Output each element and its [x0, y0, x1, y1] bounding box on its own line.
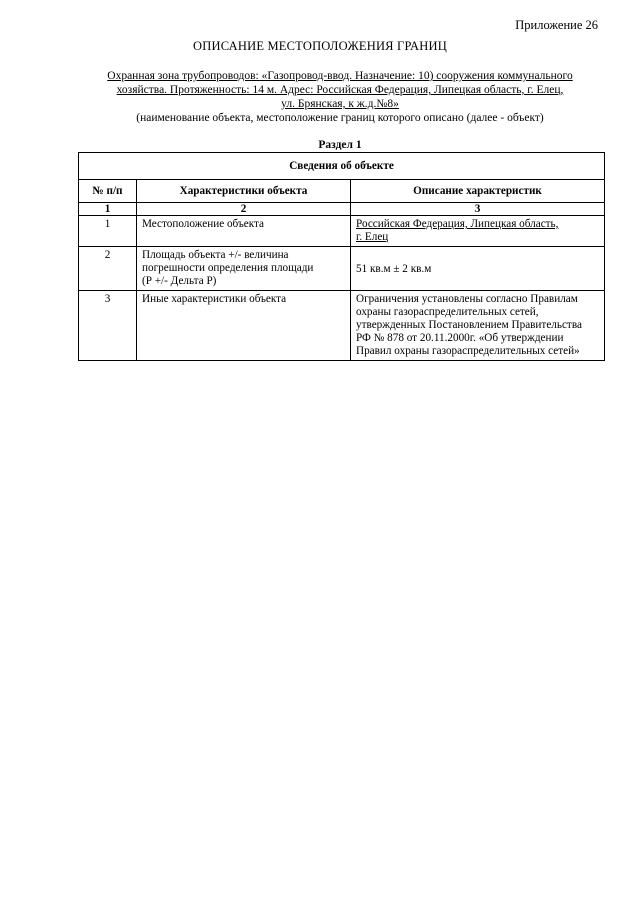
row-description	[351, 216, 605, 247]
row-characteristic	[137, 216, 351, 247]
row-characteristic-line: Площадь объекта +/- величина	[142, 249, 289, 261]
row-num: 1	[79, 216, 137, 247]
row-characteristic	[137, 247, 351, 291]
row-characteristic-line: Иные характеристики объекта	[142, 293, 287, 305]
table-column-numbers-row	[79, 203, 605, 216]
column-number-3: 3	[351, 203, 605, 216]
object-line-1: Охранная зона трубопроводов: «Газопровод-ввод. Назначение: 10) сооружения коммунального	[107, 70, 573, 82]
row-description	[351, 291, 605, 361]
row-description-line: Российская Федерация, Липецкая область,	[356, 218, 559, 230]
row-description-line: РФ № 878 от 20.11.2000г. «Об утверждении	[356, 332, 564, 344]
column-header-characteristic: Характеристики объекта	[137, 180, 351, 203]
table-row	[79, 291, 605, 361]
column-number-2: 2	[137, 203, 351, 216]
column-header-num: № п/п	[79, 180, 137, 203]
column-header-description: Описание характеристик	[351, 180, 605, 203]
row-characteristic-line: Местоположение объекта	[142, 218, 264, 230]
object-info-table	[78, 152, 605, 361]
table-row	[79, 216, 605, 247]
object-line-2: хозяйства. Протяженность: 14 м. Адрес: Российская Федерация, Липецкая область, г. Елец,	[116, 84, 564, 96]
table-row	[79, 247, 605, 291]
row-description-line: охраны газораспределительных сетей,	[356, 306, 539, 318]
row-description	[351, 247, 605, 291]
row-num: 3	[79, 291, 137, 361]
object-description	[80, 69, 600, 125]
row-description-line: Правил охраны газораспределительных сетей»	[356, 345, 580, 357]
section-title: Раздел 1	[318, 139, 362, 151]
row-description-line: 51 кв.м ± 2 кв.м	[356, 262, 432, 275]
row-characteristic-line: погрешности определения площади	[142, 262, 314, 274]
row-characteristic-line: (Р +/- Дельта Р)	[142, 275, 217, 287]
row-characteristic	[137, 291, 351, 361]
row-description-line: Ограничения установлены согласно Правилам	[356, 293, 578, 305]
row-num: 2	[79, 247, 137, 291]
row-description-line: г. Елец	[356, 231, 389, 243]
table-title-row	[79, 153, 605, 180]
table-title: Сведения об объекте	[79, 153, 605, 180]
table-header-row	[79, 180, 605, 203]
row-description-line: утвержденных Постановлением Правительства	[356, 319, 582, 331]
column-number-1: 1	[79, 203, 137, 216]
object-caption: (наименование объекта, местоположение границ которого описано (далее - объект)	[136, 112, 544, 124]
appendix-label: Приложение 26	[515, 18, 598, 32]
document-title: ОПИСАНИЕ МЕСТОПОЛОЖЕНИЯ ГРАНИЦ	[193, 39, 447, 53]
object-line-3: ул. Брянская, к ж.д.№8»	[281, 98, 399, 110]
